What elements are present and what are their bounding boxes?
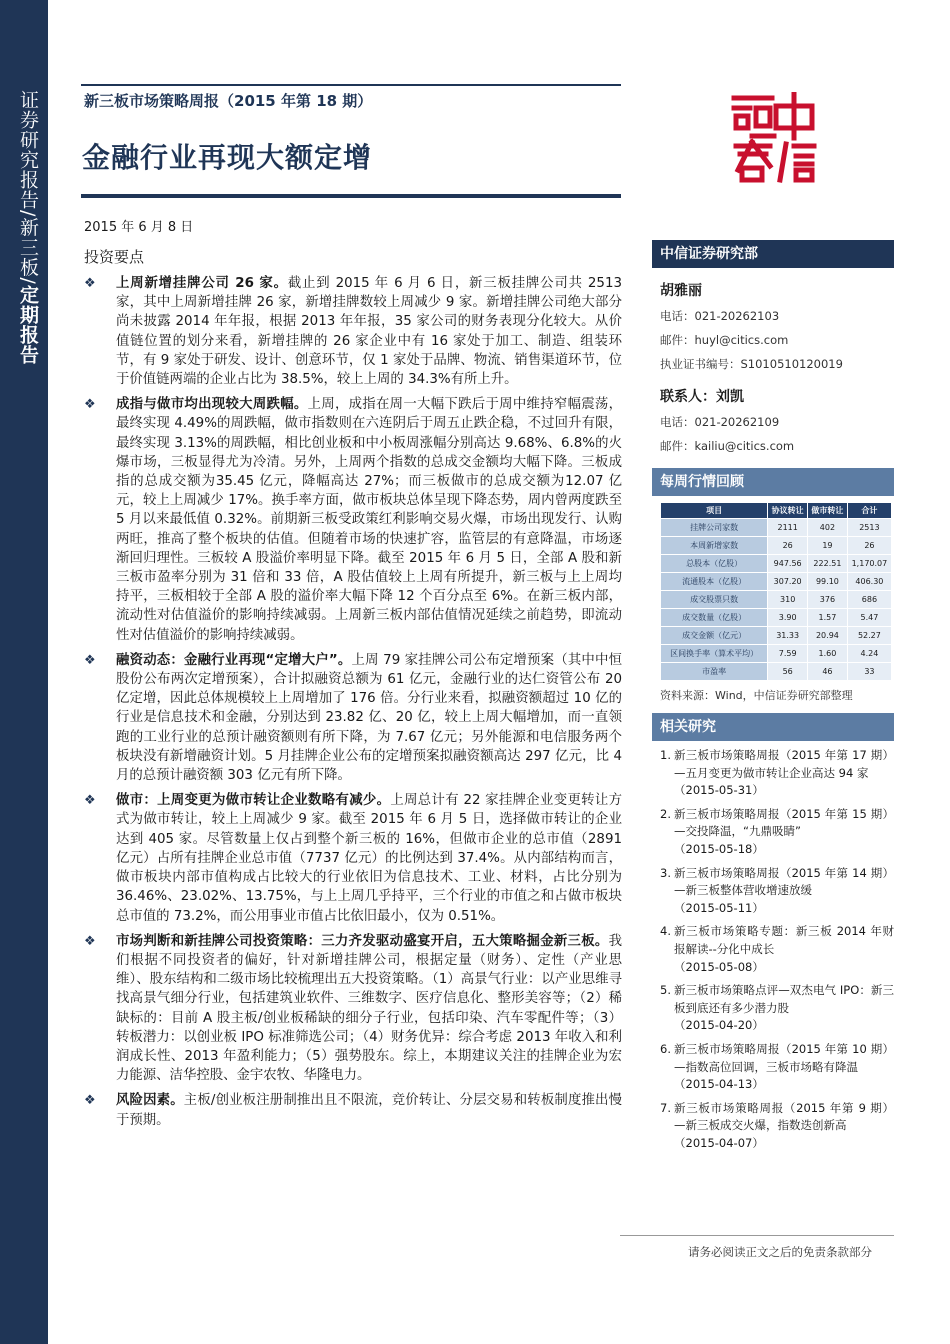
cell: 1,170.07 <box>847 555 891 573</box>
sidebar-report-type: 定期报告 <box>17 284 39 365</box>
related-item-text: 新三板市场策略周报（2015 年第 14 期）—新三板整体营收增速放缓 <box>674 865 894 898</box>
cell: 56 <box>768 663 808 681</box>
related-item-num: 3. <box>660 865 671 880</box>
table-row <box>661 555 892 573</box>
diamond-bullet-icon: ❖ <box>84 397 96 413</box>
related-item[interactable] <box>660 1100 894 1153</box>
table-header: 协议转让 <box>768 503 808 519</box>
bullet-heading: 成指与做市均出现较大周跌幅。 <box>116 397 308 413</box>
cell: 4.24 <box>847 645 891 663</box>
analyst-email[interactable]: 邮件：huyl@citics.com <box>660 333 789 347</box>
contact-block <box>652 386 894 454</box>
analyst-phone: 电话：021-20262103 <box>660 309 780 323</box>
cell: 686 <box>847 591 891 609</box>
report-date: 2015 年 6 月 8 日 <box>84 220 194 235</box>
citic-securities-logo <box>730 92 818 184</box>
diamond-bullet-icon: ❖ <box>84 793 96 809</box>
table-row <box>661 645 892 663</box>
analyst-cert: 执业证书编号：S1010510120019 <box>660 357 843 371</box>
bullet-text: 上周 79 家挂牌公司公布定增预案（其中中恒股份公布两次定增预案），合计拟融资总额为 61 亿元，金融行业的达仁资管公布 20 亿定增，因此总体规模较上上周增加了 176 倍。分行业来看，拟融资额超过 10 亿的行业是信息技术和金融，分别达到 23.82 亿、20 亿，较上上周大幅增加，而一直领跑的工业行业的总预计融资额则有所下降，为 7.67 亿元；另外能源和电信服务两个板块没有新增融资计划。5 月挂牌企业公布的定增预案拟融资额高达 297 亿元，比 4 月的总预计融资额 303 亿元有所下降。 <box>116 652 622 784</box>
related-research-bar: 相关研究 <box>652 713 894 741</box>
table-row <box>661 573 892 591</box>
page-title: 金融行业再现大额定增 <box>82 141 373 174</box>
bullet-heading: 上周新增挂牌公司 26 家。 <box>116 276 288 291</box>
bullet-text: 上周，成指在周一大幅下跌后于周中维持窄幅震荡，最终实现 4.49%的周跌幅，做市指数则在六连阴后于周五止跌企稳，不过回升有限，最终实现 3.13%的周跌幅，相比创业板和中小板周涨幅分别高达 9.68%、6.8%的火爆市场，三板显得尤为冷清。另外，上周两个指数的总成交金额均大幅下降。三板成指的总成交额为35.45 亿元，降幅高达 27%；而三板做市的总成交额为12.07 亿元，较上上周减少 17%。换手率方面，做市板块总体呈现下降态势，周内曾两度跌至 5 月以来最低值 0.32%。前期新三板受政策红利影响交易火爆，市场出现发行、认购两旺，推高了整个板块的估值。但随着市场的快速扩容，监管层的有意降温，市场逐渐回归理性。三板较 A 股溢价率明显下降。截至 2015 年 6 月 5 日，全部 A 股和新三板市盈率分别为 31 倍和 33 倍，A 股估值较上上周有所提升，新三板与上上周均持平，三板相较于全部 A 股的溢价率大幅下降 12 个百分点至 6%。在新三板内部，流动性对估值溢价的影响持续减弱。上周新三板内部估值情况延续之前趋势，即流动性对估值溢价的影响持续减弱。 <box>116 397 623 643</box>
related-item-text: 新三板市场策略周报（2015 年第 15 期）—交投降温，“九鼎吸睛” <box>674 806 894 839</box>
related-item-num: 6. <box>660 1041 671 1056</box>
related-item-date: （2015-04-13） <box>674 1077 764 1092</box>
related-item-num: 2. <box>660 806 671 821</box>
cell: 1.60 <box>808 645 848 663</box>
related-item-text: 新三板市场策略专题：新三板 2014 年财报解读--分化中成长 <box>674 924 894 956</box>
cell: 3.90 <box>768 609 808 627</box>
header-top-rule <box>81 84 621 86</box>
related-item-text: 新三板市场策略点评—双杰电气 IPO：新三板到底还有多少潜力股 <box>674 983 894 1015</box>
cell: 5.47 <box>847 609 891 627</box>
cell: 406.30 <box>847 573 891 591</box>
cell: 46 <box>808 663 848 681</box>
related-item-num: 4. <box>660 924 671 939</box>
contact-phone: 电话：021-20262109 <box>660 415 780 429</box>
report-series: 新三板市场策略周报（2015 年第 18 期） <box>84 92 373 110</box>
section-title: 投资要点 <box>84 248 145 266</box>
right-column <box>652 240 894 1152</box>
cell: 19 <box>808 537 848 555</box>
row-label: 成交数量（亿股） <box>661 609 768 627</box>
bullet-text: 上周总计有 22 家挂牌企业变更转让方式为做市转让，较上上周减少 9 家。截至 2015 年 6 月 5 日，选择做市转让的企业达到 405 家。尽管数量上仅占到整个新三板的 16%，但做市企业的总市值（2891 亿元）占所有挂牌企业总市值（7737 亿元）的比例达到 37.4%。从内部结构而言，做市板块内部市值构成占比较大的行业依旧为信息技术、工业、材料，占比分别为 36.46%、23.02%、13.75%，与上上周几乎持平，三个行业的市值之和占做市板块总市值的 73.2%，而公用事业市值占比依旧最小，仅为 0.51%。 <box>116 793 622 924</box>
table-header: 做市转让 <box>808 503 848 519</box>
weekly-review-bar: 每周行情回顾 <box>652 468 894 496</box>
cell: 947.56 <box>768 555 808 573</box>
bullet-heading: 融资动态：金融行业再现“定增大户”。 <box>116 652 352 668</box>
bullet-index-decline <box>84 395 622 645</box>
related-item[interactable] <box>660 747 894 800</box>
table-row <box>661 609 892 627</box>
research-dept-bar: 中信证券研究部 <box>652 240 894 268</box>
related-item-num: 5. <box>660 983 671 998</box>
table-header: 合计 <box>847 503 891 519</box>
cell: 376 <box>808 591 848 609</box>
related-item[interactable] <box>660 923 894 976</box>
bullet-strategy <box>84 932 622 1086</box>
related-item[interactable] <box>660 1041 894 1094</box>
disclaimer-footer: 请务必阅读正文之后的免责条款部分 <box>688 1245 872 1259</box>
related-item-text: 新三板市场策略周报（2015 年第 9 期）—新三板成交火爆，指数迭创新高 <box>674 1100 894 1133</box>
bullet-financing <box>84 651 622 785</box>
sidebar-text <box>12 90 38 365</box>
related-item-num: 7. <box>660 1100 671 1115</box>
cell: 33 <box>847 663 891 681</box>
row-label: 成交股票只数 <box>661 591 768 609</box>
row-label: 流通股本（亿股） <box>661 573 768 591</box>
diamond-bullet-icon: ❖ <box>84 652 96 668</box>
cell: 26 <box>847 537 891 555</box>
related-item-num: 1. <box>660 748 671 762</box>
cell: 26 <box>768 537 808 555</box>
table-row <box>661 591 892 609</box>
related-item-date: （2015-05-08） <box>674 959 764 974</box>
related-item-date: （2015-04-20） <box>674 1018 764 1033</box>
cell: 52.27 <box>847 627 891 645</box>
bullet-text: 截止到 2015 年 6 月 6 日，新三板挂牌公司共 2513 家，其中上周新增挂牌 26 家，新增挂牌数较上周减少 9 家。新增挂牌公司绝大部分尚未披露 2014 年年报，根据 2013 年年报，35 家公司的财务表现分化较大。从价值链位置的划分来看，新增挂牌的 26 家企业中有 16 家处于加工、制造、组装环节，有 9 家处于研发、设计、创意环节，仅 1 家处于品牌、物流、销售渠道环节，位于价值链两端的企业占比为 38.5%，较上上周的 34.3%有所上升。 <box>116 276 622 388</box>
cell: 2513 <box>847 519 891 537</box>
cell: 307.20 <box>768 573 808 591</box>
bullet-heading: 做市：上周变更为做市转让企业数略有减少。 <box>116 793 391 809</box>
cell: 310 <box>768 591 808 609</box>
row-label: 成交金额（亿元） <box>661 627 768 645</box>
cell: 7.59 <box>768 645 808 663</box>
cell: 222.51 <box>808 555 848 573</box>
cell: 402 <box>808 519 848 537</box>
table-row <box>661 537 892 555</box>
diamond-bullet-icon: ❖ <box>84 1093 96 1109</box>
bullet-new-listings <box>84 274 622 389</box>
sidebar <box>0 0 48 1344</box>
diamond-bullet-icon: ❖ <box>84 276 96 291</box>
cell: 1.57 <box>808 609 848 627</box>
row-label: 总股本（亿股） <box>661 555 768 573</box>
table-row <box>661 627 892 645</box>
bullet-heading: 风险因素。 <box>116 1093 184 1109</box>
related-item-text: 新三板市场策略周报（2015 年第 17 期）—五月变更为做市转让企业高达 94 家 <box>674 748 894 780</box>
related-item-date: （2015-05-11） <box>674 900 764 915</box>
cell: 20.94 <box>808 627 848 645</box>
sidebar-category: 证券研究报告/新三板/ <box>17 90 39 285</box>
cell: 31.33 <box>768 627 808 645</box>
table-header: 项目 <box>661 503 768 519</box>
market-table <box>660 502 892 681</box>
cell: 2111 <box>768 519 808 537</box>
analyst-block <box>652 280 894 372</box>
table-row <box>661 519 892 537</box>
row-label: 市盈率 <box>661 663 768 681</box>
bullet-text: 主板/创业板注册制推出且不限流，竞价转让、分层交易和转板制度推出慢于预期。 <box>116 1093 623 1128</box>
row-label: 挂牌公司家数 <box>661 519 768 537</box>
row-label: 区间换手率（算术平均） <box>661 645 768 663</box>
row-label: 本周新增家数 <box>661 537 768 555</box>
related-item-date: （2015-05-31） <box>674 783 764 798</box>
diamond-bullet-icon: ❖ <box>84 933 96 949</box>
contact-name: 联系人：刘凯 <box>660 389 744 405</box>
cell: 99.10 <box>808 573 848 591</box>
main-content <box>84 274 622 1136</box>
analyst-name: 胡雅丽 <box>660 283 702 299</box>
contact-email[interactable]: 邮件：kailiu@citics.com <box>660 439 795 453</box>
footer-rule <box>620 1235 894 1236</box>
related-item-text: 新三板市场策略周报（2015 年第 10 期）—指数高位回调，三板市场略有降温 <box>674 1041 894 1074</box>
bullet-market-making <box>84 791 622 925</box>
related-item[interactable] <box>660 865 894 918</box>
table-source: 资料来源：Wind，中信证券研究部整理 <box>660 689 853 702</box>
table-row <box>661 663 892 681</box>
table-header-row <box>661 503 892 519</box>
related-item-date: （2015-04-07） <box>674 1135 764 1150</box>
related-item[interactable] <box>660 982 894 1035</box>
bullet-risk <box>84 1091 622 1129</box>
bullet-text: 我们根据不同投资者的偏好，针对新增挂牌公司，根据定量（财务）、定性（产业思维）、股东结构和二级市场比较梳理出五大投资策略。（1）高景气行业：以产业思维寻找高景气细分行业，包括建筑业软件、三维数字、医疗信息化、整形美容等；（2）稀缺标的：目前 A 股主板/创业板稀缺的细分子行业，包括印染、汽车零配件等；（3）转板潜力：以创业板 IPO 标准筛选公司；（4）财务优异：综合考虑 2013 年收入和利润成长性、2013 年盈利能力；（5）强势股东。综上，本期建议关注的挂牌企业为宏力能源、洁华控股、金宇农牧、华隆电力。 <box>116 933 622 1084</box>
bullet-heading: 市场判断和新挂牌公司投资策略：三力齐发驱动盛宴开启，五大策略掘金新三板。 <box>116 933 609 949</box>
related-item[interactable] <box>660 806 894 859</box>
related-item-date: （2015-05-18） <box>674 841 764 856</box>
title-rule <box>81 194 621 198</box>
